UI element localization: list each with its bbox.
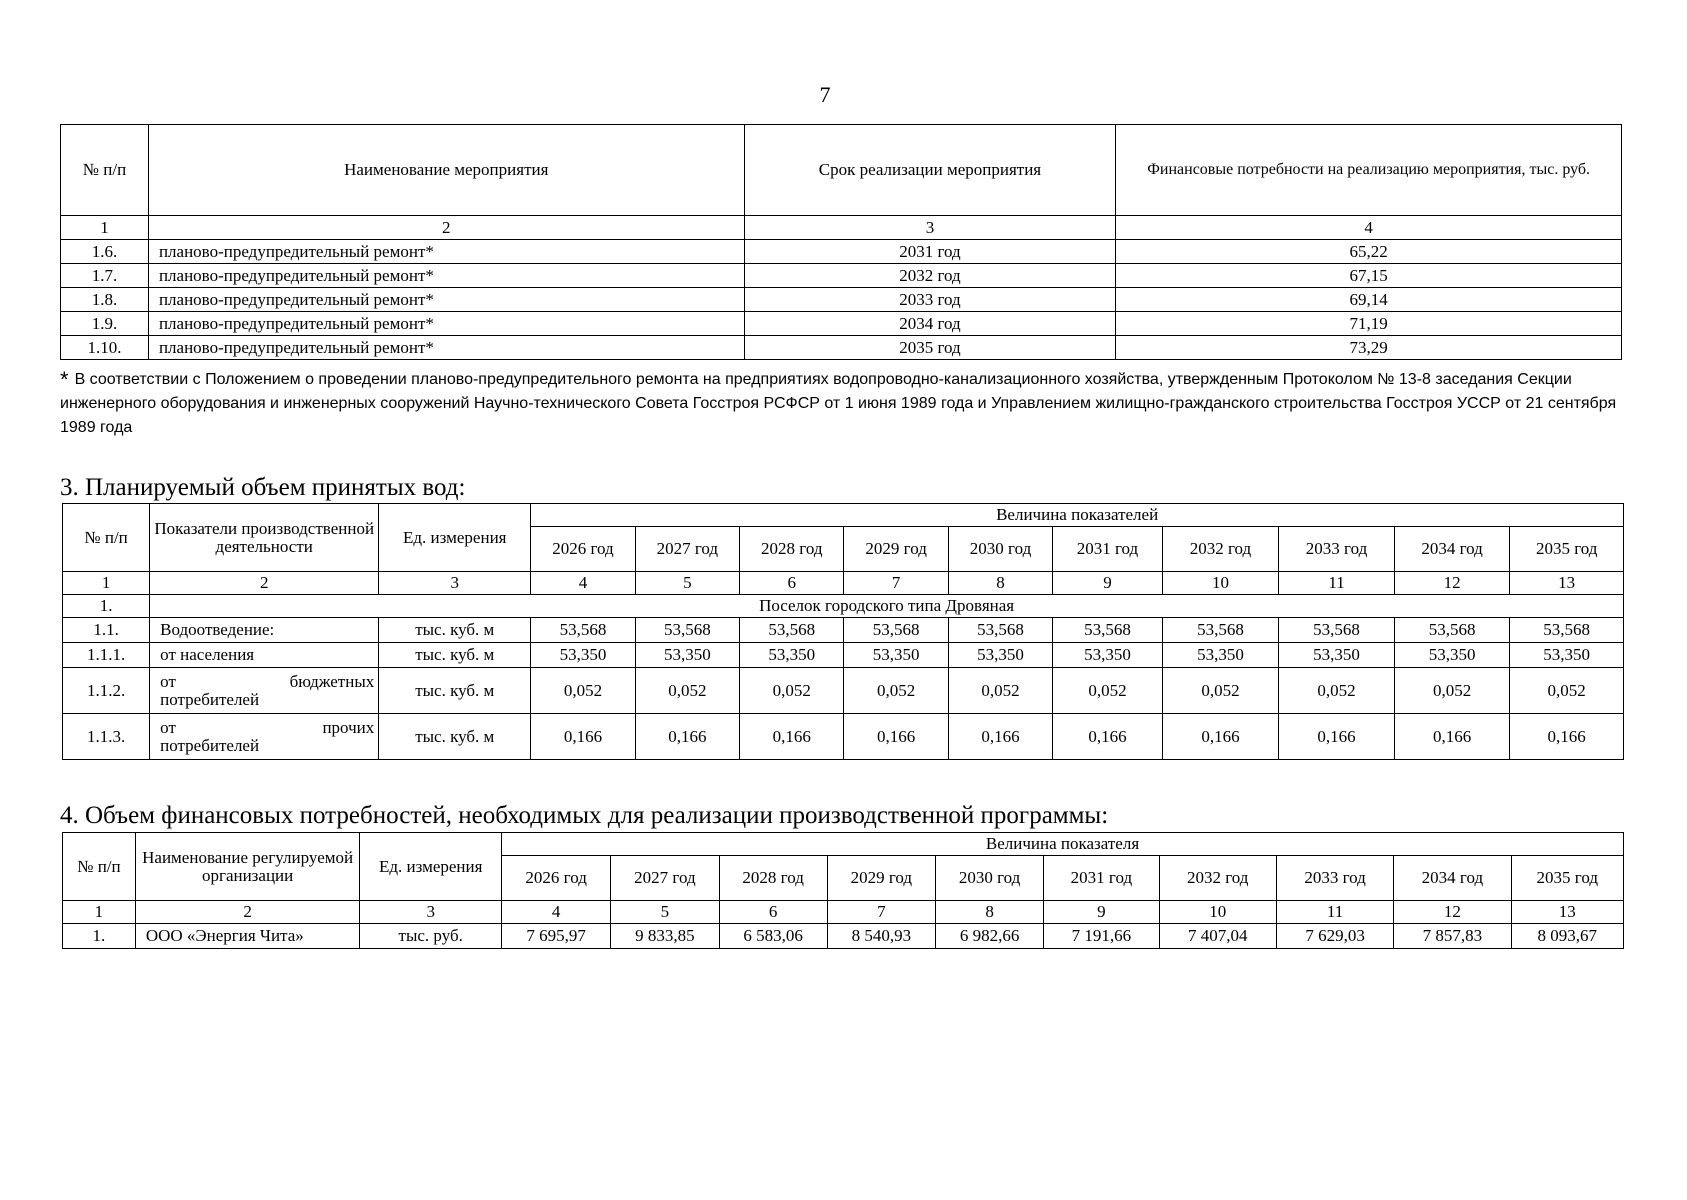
row-name: планово-предупредительный ремонт* xyxy=(148,288,744,312)
row-value: 0,166 xyxy=(948,714,1052,760)
row-value: 53,568 xyxy=(1394,618,1510,643)
footnote xyxy=(60,368,1625,440)
row-num: 1.10. xyxy=(61,336,149,360)
row-indicator-word: прочих xyxy=(322,717,375,737)
row-value: 53,350 xyxy=(1510,643,1624,668)
page-number: 7 xyxy=(819,82,831,107)
row-value: 0,052 xyxy=(1162,668,1279,714)
year-header: 2029 год xyxy=(827,856,935,901)
table-header-row xyxy=(63,504,1624,527)
row-indicator xyxy=(150,714,379,760)
row-unit: тыс. куб. м xyxy=(379,643,531,668)
row-value: 53,568 xyxy=(1279,618,1395,643)
settlement-name: Поселок городского типа Дровяная xyxy=(150,595,1624,618)
header-organization: Наименование регулируемой организации xyxy=(135,833,360,901)
row-value: 0,166 xyxy=(740,714,844,760)
year-header: 2030 год xyxy=(948,527,1052,572)
row-num: 1.6. xyxy=(61,240,149,264)
settlement-row xyxy=(63,595,1624,618)
table-row xyxy=(61,240,1622,264)
year-header: 2026 год xyxy=(502,856,611,901)
row-unit: тыс. руб. xyxy=(360,924,502,949)
column-index: 5 xyxy=(635,572,739,595)
column-index: 12 xyxy=(1394,901,1511,924)
row-value: 73,29 xyxy=(1116,336,1622,360)
header-activity-name: Наименование мероприятия xyxy=(148,125,744,216)
row-unit: тыс. куб. м xyxy=(379,668,531,714)
header-financial-needs: Финансовые потребности на реализацию мероприятия, тыс. руб. xyxy=(1116,125,1622,216)
row-indicator-word: от xyxy=(160,671,176,691)
row-num: 1.9. xyxy=(61,312,149,336)
column-index: 12 xyxy=(1394,572,1510,595)
row-value: 53,568 xyxy=(635,618,739,643)
column-index: 10 xyxy=(1159,901,1276,924)
row-value: 0,166 xyxy=(1394,714,1510,760)
row-value: 53,568 xyxy=(948,618,1052,643)
table-row xyxy=(61,312,1622,336)
row-term: 2034 год xyxy=(744,312,1116,336)
header-values-group: Величина показателя xyxy=(502,833,1624,856)
year-header: 2031 год xyxy=(1053,527,1162,572)
column-index: 1 xyxy=(61,216,149,240)
row-value: 65,22 xyxy=(1116,240,1622,264)
column-index-row xyxy=(63,901,1624,924)
column-index: 2 xyxy=(150,572,379,595)
row-value: 6 982,66 xyxy=(935,924,1043,949)
row-value: 0,166 xyxy=(844,714,948,760)
year-header: 2033 год xyxy=(1279,527,1395,572)
row-value: 53,568 xyxy=(1510,618,1624,643)
row-value: 53,568 xyxy=(1053,618,1162,643)
row-value: 0,052 xyxy=(1394,668,1510,714)
column-index: 8 xyxy=(948,572,1052,595)
row-value: 53,568 xyxy=(531,618,635,643)
row-value: 6 583,06 xyxy=(719,924,827,949)
row-value: 53,350 xyxy=(1053,643,1162,668)
row-term: 2035 год xyxy=(744,336,1116,360)
row-value: 71,19 xyxy=(1116,312,1622,336)
row-num: 1.7. xyxy=(61,264,149,288)
row-value: 53,350 xyxy=(531,643,635,668)
row-num: 1.1.1. xyxy=(63,643,150,668)
column-index: 4 xyxy=(531,572,635,595)
table-header-row xyxy=(63,833,1624,856)
year-header: 2031 год xyxy=(1044,856,1159,901)
column-index: 4 xyxy=(1116,216,1622,240)
footnote-text: В соответствии с Положением о проведении планово-предупредительного ремонта на предприятиях водопроводно-канализационного хозяйства, утвержденным Протоколом № 13-8 заседания Секции инженерного оборудования и инженерных сооружений Научно-технического Совета Госстроя РСФСР от 1 июня 1989 года и Управлением жилищно-гражданского строительства Госстроя УССР от 21 сентября 1989 года xyxy=(60,371,1617,436)
table-row xyxy=(61,336,1622,360)
year-header: 2027 год xyxy=(635,527,739,572)
row-value: 7 629,03 xyxy=(1276,924,1393,949)
activities-table xyxy=(60,124,1622,360)
row-value: 7 857,83 xyxy=(1394,924,1511,949)
table-row xyxy=(63,618,1624,643)
row-indicator-line2: потребителей xyxy=(160,689,260,709)
row-value: 53,350 xyxy=(844,643,948,668)
row-value: 53,568 xyxy=(1162,618,1279,643)
row-value: 0,166 xyxy=(1053,714,1162,760)
row-term: 2031 год xyxy=(744,240,1116,264)
column-index: 9 xyxy=(1044,901,1159,924)
row-value: 53,350 xyxy=(1162,643,1279,668)
table-header-row xyxy=(61,125,1622,216)
table-row xyxy=(63,643,1624,668)
year-header: 2032 год xyxy=(1162,527,1279,572)
row-num: 1.1. xyxy=(63,618,150,643)
row-value: 8 093,67 xyxy=(1511,924,1623,949)
row-value: 8 540,93 xyxy=(827,924,935,949)
year-header: 2034 год xyxy=(1394,856,1511,901)
row-value: 0,166 xyxy=(1510,714,1624,760)
row-indicator-line1 xyxy=(160,673,374,691)
column-index: 3 xyxy=(360,901,502,924)
footnote-star: * xyxy=(60,367,69,392)
header-num: № п/п xyxy=(61,125,149,216)
year-header: 2033 год xyxy=(1276,856,1393,901)
year-header: 2034 год xyxy=(1394,527,1510,572)
row-indicator xyxy=(150,668,379,714)
column-index: 11 xyxy=(1279,572,1395,595)
column-index: 5 xyxy=(611,901,719,924)
row-value: 0,052 xyxy=(740,668,844,714)
row-name: планово-предупредительный ремонт* xyxy=(148,312,744,336)
column-index: 7 xyxy=(827,901,935,924)
column-index: 3 xyxy=(744,216,1116,240)
row-value: 53,568 xyxy=(740,618,844,643)
year-header: 2035 год xyxy=(1510,527,1624,572)
section-3-title: 3. Планируемый объем принятых вод: xyxy=(60,474,466,501)
settlement-num: 1. xyxy=(63,595,150,618)
row-term: 2032 год xyxy=(744,264,1116,288)
row-indicator-line1 xyxy=(160,719,374,737)
row-value: 0,052 xyxy=(635,668,739,714)
year-header: 2035 год xyxy=(1511,856,1623,901)
year-header: 2026 год xyxy=(531,527,635,572)
row-value: 0,166 xyxy=(531,714,635,760)
row-unit: тыс. куб. м xyxy=(379,618,531,643)
table-row xyxy=(61,288,1622,312)
column-index: 13 xyxy=(1510,572,1624,595)
row-organization: ООО «Энергия Чита» xyxy=(135,924,360,949)
row-indicator: Водоотведение: xyxy=(150,618,379,643)
column-index: 2 xyxy=(148,216,744,240)
column-index: 11 xyxy=(1276,901,1393,924)
table-row xyxy=(63,668,1624,714)
header-unit: Ед. измерения xyxy=(360,833,502,901)
column-index: 7 xyxy=(844,572,948,595)
header-num: № п/п xyxy=(63,504,150,572)
column-index: 13 xyxy=(1511,901,1623,924)
row-value: 53,350 xyxy=(948,643,1052,668)
column-index: 2 xyxy=(135,901,360,924)
row-value: 0,052 xyxy=(1279,668,1395,714)
row-name: планово-предупредительный ремонт* xyxy=(148,336,744,360)
year-header: 2032 год xyxy=(1159,856,1276,901)
row-indicator-word: бюджетных xyxy=(289,671,375,691)
column-index: 1 xyxy=(63,572,150,595)
row-value: 7 407,04 xyxy=(1159,924,1276,949)
table-row xyxy=(61,264,1622,288)
row-indicator: от населения xyxy=(150,643,379,668)
row-value: 9 833,85 xyxy=(611,924,719,949)
row-name: планово-предупредительный ремонт* xyxy=(148,264,744,288)
header-indicator: Показатели производственной деятельности xyxy=(150,504,379,572)
column-index-row xyxy=(63,572,1624,595)
row-value: 53,350 xyxy=(635,643,739,668)
row-value: 7 695,97 xyxy=(502,924,611,949)
year-header: 2029 год xyxy=(844,527,948,572)
row-num: 1.1.2. xyxy=(63,668,150,714)
year-header: 2028 год xyxy=(719,856,827,901)
row-value: 0,052 xyxy=(1510,668,1624,714)
row-value: 0,166 xyxy=(1162,714,1279,760)
column-index: 4 xyxy=(502,901,611,924)
year-header: 2028 год xyxy=(740,527,844,572)
row-indicator-word: от xyxy=(160,717,176,737)
row-value: 0,052 xyxy=(531,668,635,714)
row-value: 0,166 xyxy=(635,714,739,760)
row-num: 1.8. xyxy=(61,288,149,312)
column-index: 8 xyxy=(935,901,1043,924)
row-value: 0,052 xyxy=(1053,668,1162,714)
header-num: № п/п xyxy=(63,833,136,901)
row-num: 1.1.3. xyxy=(63,714,150,760)
financial-needs-table xyxy=(62,832,1624,949)
table-row xyxy=(63,714,1624,760)
row-value: 0,052 xyxy=(948,668,1052,714)
row-value: 53,350 xyxy=(1394,643,1510,668)
column-index: 10 xyxy=(1162,572,1279,595)
column-index-row xyxy=(61,216,1622,240)
row-value: 67,15 xyxy=(1116,264,1622,288)
column-index: 1 xyxy=(63,901,136,924)
section-4-title: 4. Объем финансовых потребностей, необходимых для реализации производственной программы: xyxy=(60,802,1109,829)
header-values-group: Величина показателей xyxy=(531,504,1624,527)
row-num: 1. xyxy=(63,924,136,949)
year-header: 2027 год xyxy=(611,856,719,901)
column-index: 6 xyxy=(719,901,827,924)
year-header: 2030 год xyxy=(935,856,1043,901)
row-value: 53,568 xyxy=(844,618,948,643)
row-value: 53,350 xyxy=(740,643,844,668)
water-volume-table xyxy=(62,503,1624,760)
row-indicator-line2: потребителей xyxy=(160,735,260,755)
row-value: 7 191,66 xyxy=(1044,924,1159,949)
header-term: Срок реализации мероприятия xyxy=(744,125,1116,216)
column-index: 6 xyxy=(740,572,844,595)
row-value: 53,350 xyxy=(1279,643,1395,668)
column-index: 9 xyxy=(1053,572,1162,595)
row-value: 69,14 xyxy=(1116,288,1622,312)
row-value: 0,052 xyxy=(844,668,948,714)
row-value: 0,166 xyxy=(1279,714,1395,760)
row-unit: тыс. куб. м xyxy=(379,714,531,760)
row-name: планово-предупредительный ремонт* xyxy=(148,240,744,264)
header-unit: Ед. измерения xyxy=(379,504,531,572)
row-term: 2033 год xyxy=(744,288,1116,312)
table-row xyxy=(63,924,1624,949)
column-index: 3 xyxy=(379,572,531,595)
